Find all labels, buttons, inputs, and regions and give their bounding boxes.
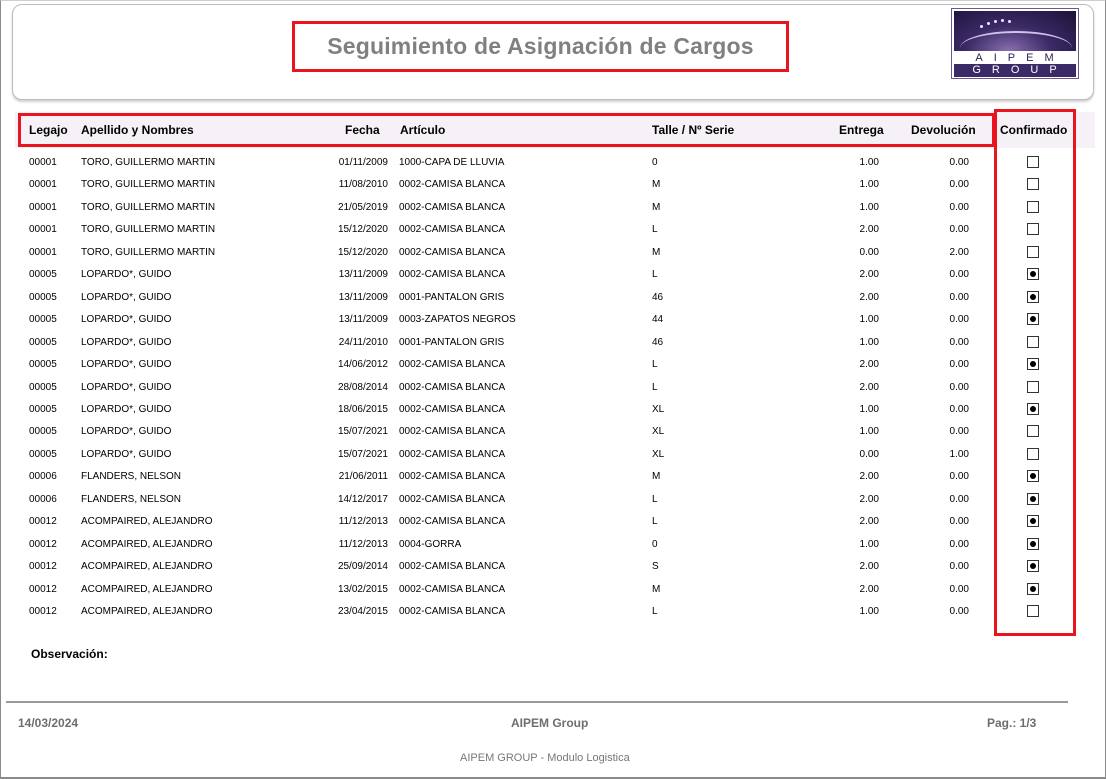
logo-text-group: GROUP	[954, 64, 1076, 77]
cell-talle: XL	[652, 449, 665, 460]
report-title: Seguimiento de Asignación de Cargos	[327, 33, 754, 59]
cell-devolucion: 0.00	[949, 471, 969, 482]
cell-legajo: 00005	[29, 426, 57, 437]
cell-legajo: 00012	[29, 561, 57, 572]
cell-articulo: 1000-CAPA DE LLUVIA	[399, 157, 505, 168]
cell-articulo: 0002-CAMISA BLANCA	[399, 584, 506, 595]
cell-devolucion: 0.00	[949, 382, 969, 393]
cell-entrega: 0.00	[859, 247, 879, 258]
cell-legajo: 00006	[29, 471, 57, 482]
cell-devolucion: 0.00	[949, 314, 969, 325]
cell-entrega: 1.00	[859, 157, 879, 168]
cell-nombre: LOPARDO*, GUIDO	[81, 292, 172, 303]
cell-fecha: 15/12/2020	[337, 224, 388, 235]
cell-nombre: FLANDERS, NELSON	[81, 494, 182, 505]
cell-nombre: ACOMPAIRED, ALEJANDRO	[81, 539, 213, 550]
cell-fecha: 13/11/2009	[338, 269, 388, 280]
cell-legajo: 00006	[29, 494, 57, 505]
cell-nombre: TORO, GUILLERMO MARTIN	[81, 247, 216, 258]
cell-articulo: 0001-PANTALON GRIS	[399, 337, 505, 348]
cell-entrega: 1.00	[859, 404, 879, 415]
footer-page-number: Pag.: 1/3	[987, 716, 1037, 730]
footer-company: AIPEM Group	[511, 716, 589, 730]
col-header-talle: Talle / Nº Serie	[652, 123, 735, 137]
cell-talle: L	[652, 494, 658, 505]
col-header-confirmado: Confirmado	[1000, 123, 1068, 137]
confirmado-checkbox[interactable]	[1027, 313, 1039, 325]
cell-talle: 0	[652, 539, 658, 550]
cell-articulo: 0002-CAMISA BLANCA	[399, 359, 506, 370]
cell-devolucion: 0.00	[949, 584, 969, 595]
cell-articulo: 0002-CAMISA BLANCA	[399, 561, 506, 572]
cell-nombre: LOPARDO*, GUIDO	[81, 337, 172, 348]
cell-articulo: 0002-CAMISA BLANCA	[399, 247, 506, 258]
cell-entrega: 2.00	[859, 292, 879, 303]
confirmado-checkbox[interactable]	[1027, 381, 1039, 393]
cell-talle: M	[652, 584, 661, 595]
cell-devolucion: 0.00	[949, 269, 969, 280]
cell-talle: L	[652, 516, 658, 527]
cell-legajo: 00005	[29, 292, 57, 303]
cell-fecha: 15/12/2020	[337, 247, 388, 258]
cell-talle: 0	[652, 157, 658, 168]
cell-devolucion: 0.00	[949, 179, 969, 190]
cell-fecha: 11/12/2013	[338, 516, 388, 527]
cell-articulo: 0002-CAMISA BLANCA	[399, 449, 506, 460]
cell-talle: M	[652, 179, 661, 190]
cell-nombre: LOPARDO*, GUIDO	[81, 449, 172, 460]
col-header-devolucion: Devolución	[911, 123, 976, 137]
cell-talle: M	[652, 471, 661, 482]
cell-talle: L	[652, 606, 658, 617]
confirmado-checkbox[interactable]	[1027, 493, 1039, 505]
cell-nombre: LOPARDO*, GUIDO	[81, 359, 172, 370]
cell-fecha: 13/11/2009	[338, 292, 388, 303]
cell-entrega: 2.00	[859, 494, 879, 505]
cell-nombre: TORO, GUILLERMO MARTIN	[81, 179, 216, 190]
cell-entrega: 1.00	[859, 202, 879, 213]
cell-articulo: 0004-GORRA	[399, 539, 462, 550]
cell-fecha: 01/11/2009	[338, 157, 388, 168]
cell-entrega: 2.00	[859, 382, 879, 393]
cell-articulo: 0002-CAMISA BLANCA	[399, 224, 506, 235]
aipem-logo	[951, 8, 1079, 79]
cell-nombre: TORO, GUILLERMO MARTIN	[81, 157, 216, 168]
cell-devolucion: 0.00	[949, 337, 969, 348]
cell-articulo: 0002-CAMISA BLANCA	[399, 606, 506, 617]
cell-devolucion: 0.00	[949, 516, 969, 527]
cell-legajo: 00005	[29, 359, 57, 370]
confirmado-checkbox[interactable]	[1027, 425, 1039, 437]
cell-entrega: 1.00	[859, 179, 879, 190]
cell-articulo: 0003-ZAPATOS NEGROS	[399, 314, 516, 325]
cell-talle: L	[652, 382, 658, 393]
confirmado-checkbox[interactable]	[1027, 268, 1039, 280]
cell-articulo: 0001-PANTALON GRIS	[399, 292, 505, 303]
cell-devolucion: 0.00	[949, 292, 969, 303]
cell-legajo: 00012	[29, 606, 57, 617]
footer-module: AIPEM GROUP - Modulo Logistica	[460, 752, 630, 764]
confirmado-checkbox[interactable]	[1027, 291, 1039, 303]
cell-fecha: 23/04/2015	[337, 606, 388, 617]
cell-legajo: 00001	[29, 157, 57, 168]
cell-devolucion: 0.00	[949, 224, 969, 235]
cell-nombre: ACOMPAIRED, ALEJANDRO	[81, 606, 213, 617]
cell-entrega: 1.00	[859, 314, 879, 325]
confirmado-checkbox[interactable]	[1027, 583, 1039, 595]
cell-articulo: 0002-CAMISA BLANCA	[399, 471, 506, 482]
cell-talle: L	[652, 224, 658, 235]
cell-devolucion: 0.00	[949, 359, 969, 370]
cell-fecha: 24/11/2010	[338, 337, 388, 348]
cell-articulo: 0002-CAMISA BLANCA	[399, 382, 506, 393]
confirmado-checkbox[interactable]	[1027, 403, 1039, 415]
cell-legajo: 00012	[29, 539, 57, 550]
col-header-fecha: Fecha	[345, 123, 380, 137]
cell-nombre: TORO, GUILLERMO MARTIN	[81, 202, 216, 213]
col-header-nombre: Apellido y Nombres	[81, 123, 194, 137]
cell-fecha: 11/12/2013	[338, 539, 388, 550]
cell-talle: XL	[652, 426, 665, 437]
cell-legajo: 00005	[29, 449, 57, 460]
cell-articulo: 0002-CAMISA BLANCA	[399, 516, 506, 527]
cell-entrega: 2.00	[859, 269, 879, 280]
cell-talle: 44	[652, 314, 664, 325]
cell-articulo: 0002-CAMISA BLANCA	[399, 404, 506, 415]
cell-nombre: ACOMPAIRED, ALEJANDRO	[81, 561, 213, 572]
col-header-articulo: Artículo	[400, 123, 446, 137]
cell-legajo: 00005	[29, 269, 57, 280]
cell-devolucion: 0.00	[949, 539, 969, 550]
cell-articulo: 0002-CAMISA BLANCA	[399, 179, 506, 190]
cell-devolucion: 0.00	[949, 404, 969, 415]
cell-fecha: 18/06/2015	[337, 404, 388, 415]
cell-nombre: LOPARDO*, GUIDO	[81, 314, 172, 325]
cell-talle: S	[652, 561, 659, 572]
cell-devolucion: 0.00	[949, 157, 969, 168]
confirmado-checkbox[interactable]	[1027, 223, 1039, 235]
cell-fecha: 15/07/2021	[337, 426, 388, 437]
cell-legajo: 00005	[29, 314, 57, 325]
logo-text-aipem: AIPEM	[975, 52, 1065, 64]
cell-entrega: 2.00	[859, 471, 879, 482]
cell-fecha: 11/08/2010	[338, 179, 388, 190]
cell-nombre: ACOMPAIRED, ALEJANDRO	[81, 584, 213, 595]
cell-devolucion: 2.00	[949, 247, 969, 258]
col-header-legajo: Legajo	[29, 123, 68, 137]
cell-talle: 46	[652, 337, 664, 348]
cell-talle: XL	[652, 404, 665, 415]
cell-devolucion: 0.00	[949, 561, 969, 572]
confirmado-checkbox[interactable]	[1027, 336, 1039, 348]
confirmado-checkbox[interactable]	[1027, 470, 1039, 482]
cell-legajo: 00001	[29, 224, 57, 235]
cell-entrega: 2.00	[859, 359, 879, 370]
cell-nombre: ACOMPAIRED, ALEJANDRO	[81, 516, 213, 527]
cell-legajo: 00005	[29, 404, 57, 415]
col-header-entrega: Entrega	[839, 123, 884, 137]
confirmado-checkbox[interactable]	[1027, 246, 1039, 258]
cell-entrega: 2.00	[859, 516, 879, 527]
cell-fecha: 15/07/2021	[337, 449, 388, 460]
cell-devolucion: 0.00	[949, 202, 969, 213]
cell-entrega: 2.00	[859, 224, 879, 235]
cell-devolucion: 1.00	[949, 449, 969, 460]
confirmado-checkbox[interactable]	[1027, 358, 1039, 370]
cell-fecha: 14/06/2012	[337, 359, 388, 370]
cell-fecha: 14/12/2017	[337, 494, 388, 505]
cell-legajo: 00001	[29, 247, 57, 258]
cell-nombre: LOPARDO*, GUIDO	[81, 404, 172, 415]
logo-emblem	[954, 11, 1076, 51]
footer-date: 14/03/2024	[18, 716, 79, 730]
cell-articulo: 0002-CAMISA BLANCA	[399, 426, 506, 437]
cell-fecha: 28/08/2014	[337, 382, 388, 393]
cell-entrega: 2.00	[859, 584, 879, 595]
confirmado-checkbox[interactable]	[1027, 201, 1039, 213]
cell-talle: L	[652, 359, 658, 370]
confirmado-checkbox[interactable]	[1027, 178, 1039, 190]
cell-legajo: 00005	[29, 382, 57, 393]
cell-legajo: 00001	[29, 202, 57, 213]
cell-legajo: 00012	[29, 516, 57, 527]
confirmado-checkbox[interactable]	[1027, 448, 1039, 460]
cell-legajo: 00005	[29, 337, 57, 348]
cell-devolucion: 0.00	[949, 494, 969, 505]
cell-entrega: 1.00	[859, 426, 879, 437]
cell-talle: 46	[652, 292, 664, 303]
observacion-label: Observación:	[31, 647, 108, 661]
confirmado-checkbox[interactable]	[1027, 605, 1039, 617]
cell-entrega: 2.00	[859, 561, 879, 572]
cell-fecha: 13/11/2009	[338, 314, 388, 325]
cell-fecha: 25/09/2014	[337, 561, 388, 572]
cell-talle: M	[652, 247, 661, 258]
cell-talle: M	[652, 202, 661, 213]
cell-articulo: 0002-CAMISA BLANCA	[399, 202, 506, 213]
confirmado-checkbox[interactable]	[1027, 560, 1039, 572]
cell-nombre: LOPARDO*, GUIDO	[81, 269, 172, 280]
cell-devolucion: 0.00	[949, 606, 969, 617]
confirmado-checkbox[interactable]	[1027, 515, 1039, 527]
cell-legajo: 00001	[29, 179, 57, 190]
cell-articulo: 0002-CAMISA BLANCA	[399, 269, 506, 280]
cell-nombre: FLANDERS, NELSON	[81, 471, 182, 482]
footer-divider	[6, 701, 1068, 703]
cell-nombre: TORO, GUILLERMO MARTIN	[81, 224, 216, 235]
cell-entrega: 0.00	[859, 449, 879, 460]
confirmado-checkbox[interactable]	[1027, 538, 1039, 550]
cell-articulo: 0002-CAMISA BLANCA	[399, 494, 506, 505]
title-highlight-box	[292, 21, 789, 72]
cell-fecha: 21/06/2011	[338, 471, 388, 482]
cell-talle: L	[652, 269, 658, 280]
cell-fecha: 13/02/2015	[337, 584, 388, 595]
cell-nombre: LOPARDO*, GUIDO	[81, 382, 172, 393]
cell-legajo: 00012	[29, 584, 57, 595]
cell-devolucion: 0.00	[949, 426, 969, 437]
confirmado-checkbox[interactable]	[1027, 156, 1039, 168]
cell-entrega: 1.00	[859, 539, 879, 550]
cell-entrega: 1.00	[859, 606, 879, 617]
cell-entrega: 1.00	[859, 337, 879, 348]
cell-fecha: 21/05/2019	[337, 202, 388, 213]
cell-nombre: LOPARDO*, GUIDO	[81, 426, 172, 437]
